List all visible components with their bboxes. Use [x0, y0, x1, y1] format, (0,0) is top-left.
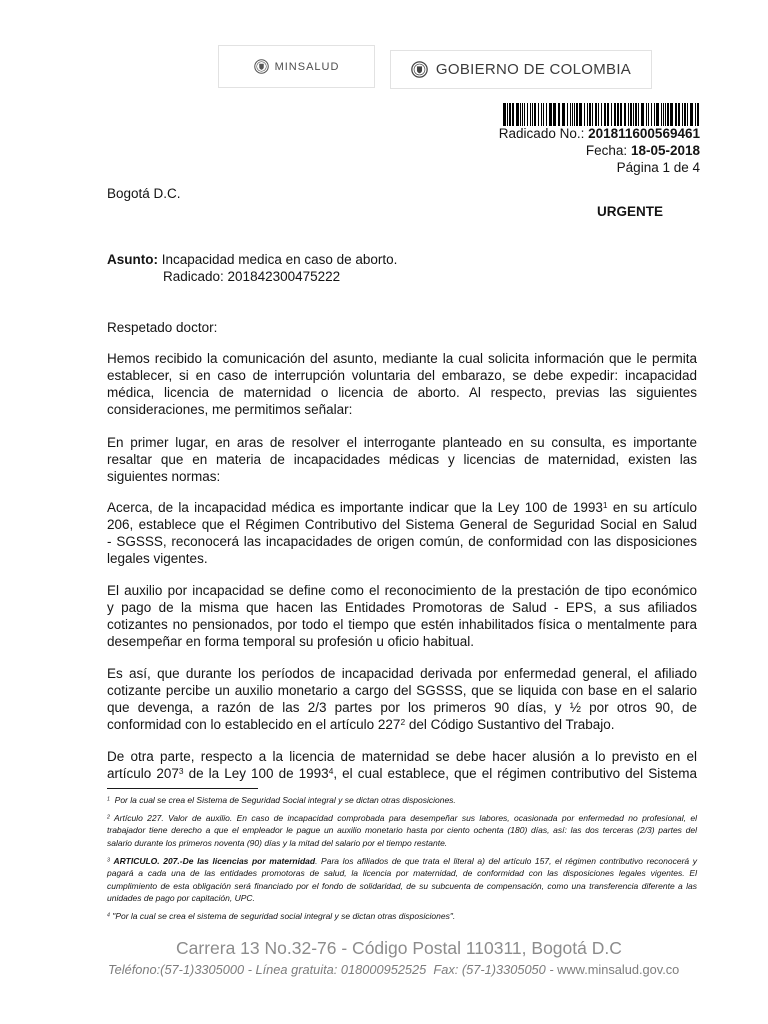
text-line [107, 367, 697, 384]
text-line [107, 748, 697, 765]
text-run: consideraciones, me permitimos señalar: [107, 401, 353, 417]
text-line [107, 616, 697, 633]
text-run: . Para los afiliados de que trata el literal a) del artículo 157, el régimen contributivo reconocerá y [315, 856, 697, 866]
text-line [107, 533, 697, 550]
text-run: que devenga, a razón de las 2/3 partes por los primeros 90 días, y ½ por otros 90, de [107, 699, 697, 715]
subject-reference: Radicado: 201842300475222 [163, 268, 341, 284]
text-run: establecer, si en caso de interrupción voluntaria del embarazo, se debe expedir: incapacidad [107, 367, 697, 383]
text-run: El auxilio por incapacidad se define como el reconocimiento de la prestación de tipo económico [107, 582, 697, 598]
text-line [107, 892, 697, 904]
text-run: - SGSSS, reconocerá las incapacidades de origen común, de conformidad con las disposiciones [107, 533, 697, 549]
body-paragraph-2 [107, 434, 697, 485]
colombia-seal-icon [254, 59, 269, 74]
barcode [503, 103, 700, 126]
text-line [107, 837, 697, 849]
minsalud-logo-text: MINSALUD [274, 60, 340, 73]
text-run: y pago de la misma que hacen las Entidades Promotoras de Salud - EPS, a sus afiliados [107, 599, 697, 615]
footnote-reference: 4 [328, 765, 334, 776]
footnote-reference: 2 [400, 716, 406, 727]
bold-text-run: ARTICULO. 207.-De las licencias por maternidad [113, 856, 316, 866]
text-run: de la Ley 100 de 1993 [183, 765, 329, 781]
footnote-2 [107, 812, 697, 849]
body-paragraph-4 [107, 582, 697, 650]
text-run: resaltar que en materia de incapacidades médicas y licencias de maternidad, existen las [107, 451, 697, 467]
text-line [107, 599, 697, 616]
footer-contact [108, 962, 679, 977]
footnote-reference: 1 [602, 499, 608, 510]
text-line [107, 824, 697, 836]
footnote-1 [107, 794, 697, 806]
text-run: cotizantes no pensionados, por todo el tiempo que estén inhabilitados física o mentalmente para [107, 616, 697, 632]
text-run: siguientes normas: [107, 468, 221, 484]
radicado-line [499, 125, 700, 142]
text-line [107, 451, 697, 468]
text-line [107, 812, 697, 824]
date-line [499, 142, 700, 159]
text-line [107, 716, 697, 733]
text-run: 206, establece que el Régimen Contributivo del Sistema General de Seguridad Social en Salud [107, 516, 697, 532]
text-line [107, 765, 697, 782]
salutation: Respetado doctor: [107, 319, 218, 335]
text-run: , el cual establece, que el régimen contributivo del Sistema [333, 765, 697, 781]
body-paragraph-1 [107, 350, 697, 418]
text-run: del Código Sustantivo del Trabajo. [405, 716, 615, 732]
text-line [107, 401, 697, 418]
text-line [107, 468, 697, 485]
text-line [107, 855, 697, 867]
text-line [107, 384, 697, 401]
gobierno-logo [390, 50, 652, 89]
text-line [107, 499, 697, 516]
footnote-4 [107, 910, 697, 922]
subject-line [107, 251, 397, 268]
text-run: conformidad con lo establecido en el artículo 227 [107, 716, 401, 732]
text-run: médica, licencia de maternidad o licencia de aborto. Al respecto, previas las siguientes [107, 384, 697, 400]
text-run: De otra parte, respecto a la licencia de maternidad se debe hacer alusión a lo previsto en el [107, 748, 697, 764]
text-line [107, 516, 697, 533]
minsalud-logo [218, 45, 375, 88]
text-run: pagará a cada una de las entidades promotoras de salud, la licencia por maternidad, de conformidad con las disposiciones legales vigentes. El [107, 868, 697, 879]
subject-text: Incapacidad medica en caso de aborto. [158, 251, 398, 267]
gobierno-logo-text: GOBIERNO DE COLOMBIA [435, 61, 632, 78]
text-run: En primer lugar, en aras de resolver el interrogante planteado en su consulta, es importante [107, 434, 697, 450]
filing-info [499, 125, 700, 176]
text-run: Acerca, de la incapacidad médica es importante indicar que la Ley 100 de 1993 [107, 499, 603, 515]
footnote-reference: 3 [178, 765, 184, 776]
text-run: cumplimiento de esta obligación será financiado por el fondo de solidaridad, de su subcuenta de compensación, como una transferencia diferente a las [107, 880, 697, 891]
text-run: cotizante percibe un auxilio monetario a cargo del SGSSS, que se liquida con base en el salario [107, 682, 697, 698]
text-line [107, 682, 697, 699]
text-run: unidades de pago por capitación, UPC. [107, 892, 255, 903]
footnote-separator [107, 788, 258, 789]
text-line [107, 550, 697, 567]
text-run: trabajador tiene derecho a que el empleador le pague un auxilio monetario hasta por ciento ochenta (180) días, así: las dos terceras (2/3) partes del [107, 825, 697, 836]
footnote-reference: 3 [107, 857, 110, 864]
website-text: www.minsalud.gov.co [557, 961, 680, 977]
city-line: Bogotá D.C. [107, 185, 181, 201]
text-line [107, 880, 697, 892]
colombia-seal-icon [411, 61, 428, 78]
text-line [107, 794, 697, 806]
text-line [107, 910, 697, 922]
text-line [107, 350, 697, 367]
date-label: Fecha: [585, 143, 631, 158]
page-indicator: Página 1 de 4 [616, 160, 700, 175]
footer-contact-text: Teléfono:(57-1)3305000 - Línea gratuita: 018000952525 Fax: (57-1)3305050 - [108, 961, 558, 977]
footnote-3 [107, 855, 697, 904]
footnote-reference: 1 [107, 796, 110, 803]
priority-label: URGENTE [597, 203, 664, 219]
text-line [107, 699, 697, 716]
body-paragraph-6 [107, 748, 697, 782]
text-line [107, 582, 697, 599]
text-run: "Por la cual se crea el sistema de seguridad social integral y se dictan otras disposiciones". [109, 911, 456, 921]
footnote-reference: 2 [107, 814, 110, 821]
text-run: Por la cual se crea el Sistema de Seguridad Social integral y se dictan otras disposiciones. [109, 795, 456, 805]
radicado-number: 201811600569461 [588, 126, 700, 141]
text-line [107, 633, 697, 650]
text-run: desempeñar en forma temporal su profesión u oficio habitual. [107, 633, 474, 649]
radicado-label: Radicado No.: [498, 126, 589, 141]
subject-label: Asunto: [107, 251, 158, 267]
date-value: 18-05-2018 [630, 143, 700, 158]
text-run: en su artículo [607, 499, 697, 515]
text-run: legales vigentes. [107, 550, 208, 566]
text-run: Artículo 227. Valor de auxilio. En caso de incapacidad comprobada para desempeñar sus labores, ocasionada por enfermedad no profesional, el [109, 813, 697, 823]
text-run: Hemos recibido la comunicación del asunto, mediante la cual solicita información que le permita [107, 350, 697, 366]
text-line [107, 867, 697, 879]
text-run: Es así, que durante los períodos de incapacidad derivada por enfermedad general, el afiliado [107, 665, 697, 681]
text-run: artículo 207 [107, 765, 179, 781]
text-line [107, 665, 697, 682]
body-paragraph-5 [107, 665, 697, 733]
body-paragraph-3 [107, 499, 697, 567]
footnote-reference: 4 [107, 912, 110, 919]
footer-address: Carrera 13 No.32-76 - Código Postal 110311, Bogotá D.C [176, 938, 622, 958]
text-run: salario durante los primeros noventa (90) días y la mitad del salario por el tiempo restante. [107, 837, 448, 848]
text-line [107, 434, 697, 451]
